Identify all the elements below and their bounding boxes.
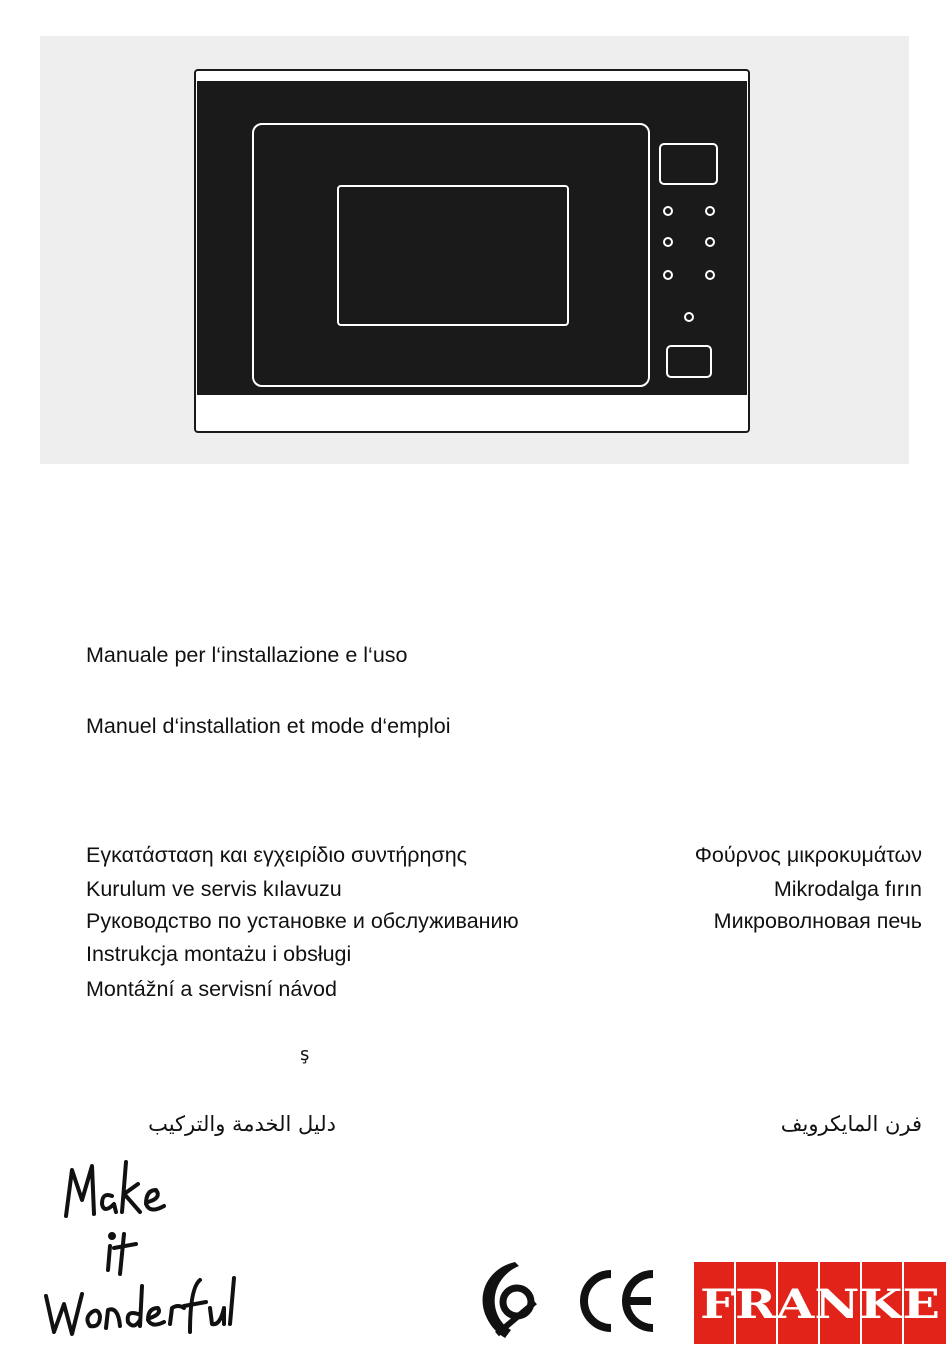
oven-front-panel (197, 81, 747, 395)
product-greek: Φούρνος μικροκυμάτων (694, 843, 922, 867)
guide-arabic: دليل الخدمة والتركيب (148, 1112, 336, 1136)
certification-mark-icon (475, 1258, 539, 1347)
guide-russian: Руководство по установке и обслуживанию (86, 909, 519, 933)
title-french: Manuel d‘installation et mode d‘emploi (86, 714, 451, 738)
product-illustration-panel (40, 36, 909, 464)
product-russian: Микроволновая печь (713, 909, 922, 933)
product-arabic: فرن المايكرويف (780, 1112, 922, 1136)
guide-turkish: Kurulum ve servis kılavuzu (86, 877, 342, 901)
slogan-handwritten-logo (40, 1148, 240, 1348)
ce-mark-icon (575, 1268, 659, 1339)
microwave-illustration (40, 36, 909, 464)
guide-greek: Εγκατάσταση και εγχειρίδιο συντήρησης (86, 843, 468, 867)
guide-polish: Instrukcja montażu i obsługi (86, 942, 352, 966)
title-italian: Manuale per l‘installazione e l‘uso (86, 643, 408, 667)
franke-logo-text: FRANKE (700, 1281, 940, 1328)
product-turkish: Mikrodalga fırın (773, 877, 922, 901)
franke-logo (694, 1262, 946, 1344)
stray-mark: ş (300, 1044, 310, 1065)
guide-czech: Montážní a servisní návod (86, 977, 337, 1001)
